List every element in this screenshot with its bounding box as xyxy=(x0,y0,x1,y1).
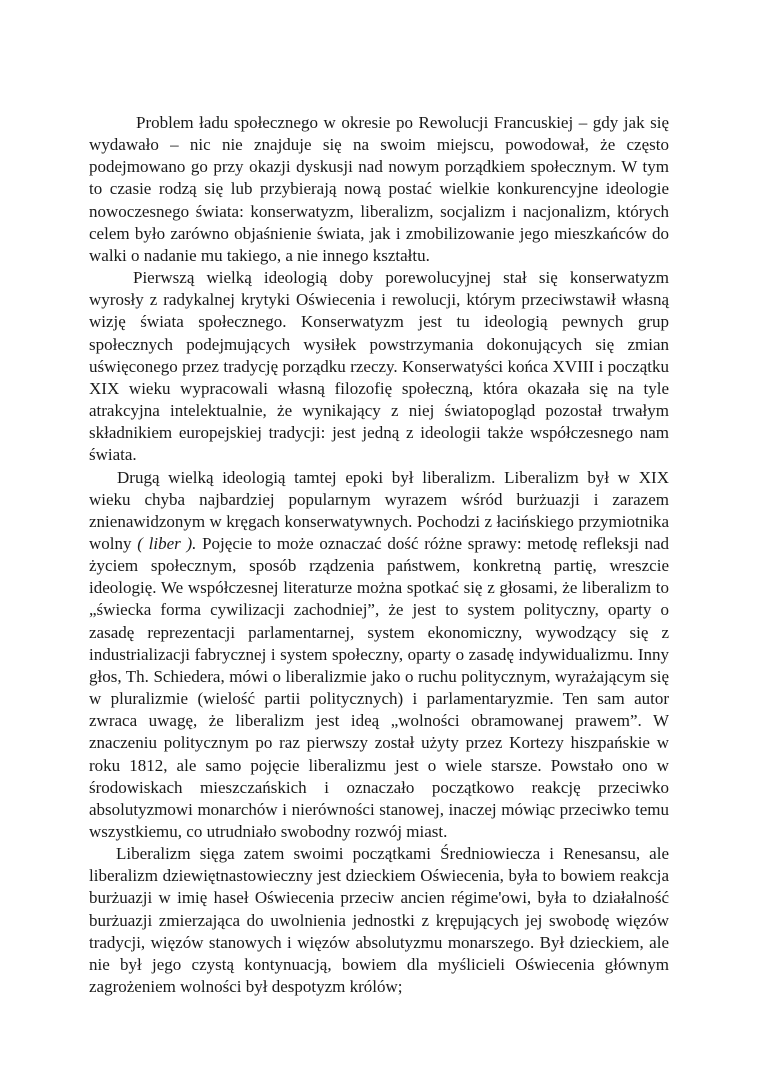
latin-term-liber: ( liber ). xyxy=(137,533,197,553)
paragraph-liberalizm-poczatki: Liberalizm sięga zatem swoimi początkami Średniowiecza i Renesansu, ale liberalizm dziewiętnastowieczny jest dzieckiem Oświecenia, była to bowiem reakcja burżuazji w imię haseł Oświecenia przeciw ancien régime'owi, była to działalność burżuazji zmierzająca do uwolnienia jednostki z krępujących jej swobodę więzów tradycji, więzów stanowych i więzów absolutyzmu monarszego. Był dzieckiem, ale nie był jego czystą kontynuacją, bowiem dla myślicieli Oświecenia głównym zagrożeniem wolności był despotyzm królów; xyxy=(89,844,669,997)
paragraph-liberalizm-text-end: Pojęcie to może oznaczać dość różne sprawy: metodę refleksji nad życiem społecznym, sposób rządzenia państwem, konkretną partię, wreszcie ideologię. We współczesnej literaturze można spotkać się z głosami, że liberalizm to „świecka forma cywilizacji zachodniej”, że jest to system polityczny, oparty o zasadę reprezentacji parlamentarnej, system ekonomiczny, wywodzący się z industrializacji fabrycznej i system społeczny, oparty o zasadę indywidualizmu. Inny głos, Th. Schiedera, mówi o liberalizmie jako o ruchu politycznym, wyrażającym się w pluralizmie (wielość partii politycznych) i parlamentaryzmie. Ten sam autor zwraca uwagę, że liberalizm jest ideą „wolności obramowanej prawem”. W znaczeniu politycznym po raz pierwszy został użyty przez Kortezy hiszpańskie w roku 1812, ale samo pojęcie liberalizmu jest o wiele starsze. Powstało ono w środowiskach mieszczańskich i oznaczało początkowo reakcję przeciwko absolutyzmowi monarchów i nierówności stanowej, inaczej mówiąc przeciwko temu wszystkiemu, co utrudniało swobodny rozwój miast. xyxy=(89,533,669,841)
paragraph-konserwatyzm: Pierwszą wielką ideologią doby porewolucyjnej stał się konserwatyzm wyrosły z radykalnej krytyki Oświecenia i rewolucji, którym przeciwstawił własną wizję świata społecznego. Konserwatyzm jest tu ideologią pewnych grup społecznych podejmujących wysiłek powstrzymania dokonujących się zmian uświęconego przez tradycję porządku rzeczy. Konserwatyści końca XVIII i początku XIX wieku wypracowali własną filozofię społeczną, która okazała się na tyle atrakcyjna intelektualnie, że wynikający z niej światopogląd pozostał trwałym składnikiem europejskiej tradycji: jest jedną z ideologii także współczesnego nam świata. xyxy=(89,268,669,465)
document-body xyxy=(89,112,669,998)
paragraph-liberalizm-text-start: Drugą wielką ideologią tamtej epoki był liberalizm. Liberalizm był w XIX wieku chyba najbardziej popularnym wyrazem wśród burżuazji i zarazem znienawidzonym w kręgach konserwatywnych. Pochodzi z łacińskiego przymiotnika wolny xyxy=(89,467,669,553)
paragraph-problem-ladu-spolecznego: Problem ładu społecznego w okresie po Rewolucji Francuskiej – gdy jak się wydawało – nic nie znajduje się na swoim miejscu, powodował, że często podejmowano go przy okazji dyskusji nad nowym porządkiem społecznym. W tym to czasie rodzą się lub przybierają nową postać wielkie konkurencyjne ideologie nowoczesnego świata: konserwatyzm, liberalizm, socjalizm i nacjonalizm, których celem było zarówno objaśnienie świata, jak i zmobilizowanie jego mieszkańców do walki o nadanie mu takiego, a nie innego kształtu. xyxy=(89,113,669,265)
paragraph-liberalizm xyxy=(89,467,669,844)
